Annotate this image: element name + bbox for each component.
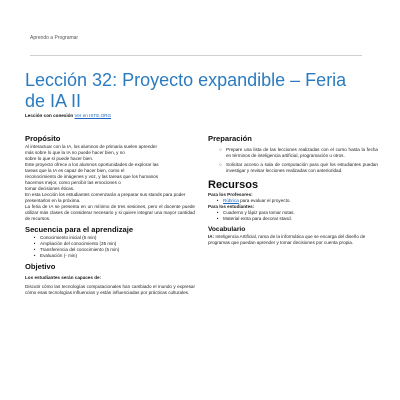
list-item: • Cuaderno y lápiz para tomar notas.: [212, 210, 378, 216]
list-item: • Conocimiento inicial (5 min): [29, 235, 195, 241]
purpose-paragraph-2: En esta Lección los estudiantes comenzarán a preparar sus stands para poder presentarlos en la próxima.: [25, 192, 186, 203]
bullet-icon: •: [33, 253, 36, 258]
purpose-line: reconocimiento de imágenes y voz, y las tareas que los humanos: [25, 174, 159, 179]
purpose-line: hacemos mejor, como percibir las emociones o: [25, 180, 121, 185]
objective-text: Discutir cómo las tecnologías computacionales han cambiado el mundo y expresar cómo esas tecnologías influencian y están influenciadas por prácticas culturales.: [25, 284, 195, 295]
hollow-bullet-icon: ○: [219, 162, 222, 167]
header-divider: [30, 55, 362, 56]
course-label: Aprendo a Programar: [30, 35, 79, 41]
right-column: [208, 134, 378, 246]
list-item: • Rúbrica para evaluar el proyecto.: [212, 198, 378, 204]
bullet-icon: •: [33, 241, 36, 246]
bullet-icon: •: [33, 235, 36, 240]
list-item: • Material extra para decorar stand.: [212, 216, 378, 222]
purpose-paragraph-1: [25, 144, 195, 192]
resources-heading: Recursos: [208, 179, 259, 191]
purpose-heading: Propósito: [25, 134, 61, 143]
purpose-line: tareas que la IA es capaz de hacer bien, como el: [25, 168, 125, 173]
bullet-icon: •: [216, 210, 219, 215]
objective-heading: Objetivo: [25, 262, 56, 271]
preparation-list: [208, 147, 378, 174]
rubric-link[interactable]: Rúbrica: [223, 198, 239, 203]
students-list: [208, 210, 378, 222]
page-title: Lección 32: Proyecto expandible – Feria de IA II: [25, 70, 347, 111]
purpose-line: sobre lo que sí puede hacer bien.: [25, 156, 94, 161]
connection-label: Lección con conexión: [25, 113, 74, 118]
purpose-line: Al interactuar con la IA, los alumnos de primaria suelen aprender: [25, 144, 158, 149]
sequence-heading: Secuencia para el aprendizaje: [25, 225, 134, 234]
purpose-line: más sobre lo que la IA no puede hacer bien, y no: [25, 150, 125, 155]
objective-intro: Los estudiantes serán capaces de:: [25, 275, 102, 280]
list-item: • Evaluación (- min): [29, 253, 195, 259]
vocabulary-entry: [208, 234, 378, 246]
teachers-label: Para los Profesores:: [208, 192, 253, 197]
vocabulary-term: IA:: [208, 234, 215, 239]
vocabulary-heading: Vocabulario: [208, 226, 246, 233]
bullet-icon: •: [216, 198, 219, 203]
bullet-icon: •: [33, 247, 36, 252]
bullet-icon: •: [216, 216, 219, 221]
list-item: • Transferencia del conocimiento (5 min): [29, 247, 195, 253]
vocabulary-definition: Inteligencia Artificial, rama de la informática que se encarga del diseño de programas que puedan aprender y tomar decisiones por cuenta propia.: [208, 234, 366, 245]
connection-line: [25, 113, 111, 118]
list-item: • Ampliación del conocimiento (35 min): [29, 241, 195, 247]
sequence-list: [25, 235, 195, 259]
students-label: Para los estudiantes:: [208, 204, 255, 209]
left-column: [25, 134, 195, 296]
purpose-line: Este proyecto ofrece a los alumnos oportunidades de explorar las: [25, 162, 159, 167]
purpose-line: tomar decisiones éticas.: [25, 186, 75, 191]
list-item: ○ Prepare una lista de las lecciones realizadas con el curso hasta la fecha en términos de inteligencia artificial, programación u otros.: [215, 147, 378, 159]
preparation-heading: Preparación: [208, 134, 252, 143]
iste-link[interactable]: Ver en ISTE.ORG: [74, 113, 112, 118]
purpose-paragraph-3: La feria de IA se presenta en un mínimo de tres sesiones, pero el docente puede utilizar más clases de considerar necesario y si quiere integrar una mayor cantidad de recursos.: [25, 204, 195, 221]
list-item: ○ Solicitar acceso a sala de computación para que los estudiantes puedan investigar y revisar lecciones realizadas con anterioridad.: [215, 162, 378, 174]
hollow-bullet-icon: ○: [219, 147, 222, 152]
